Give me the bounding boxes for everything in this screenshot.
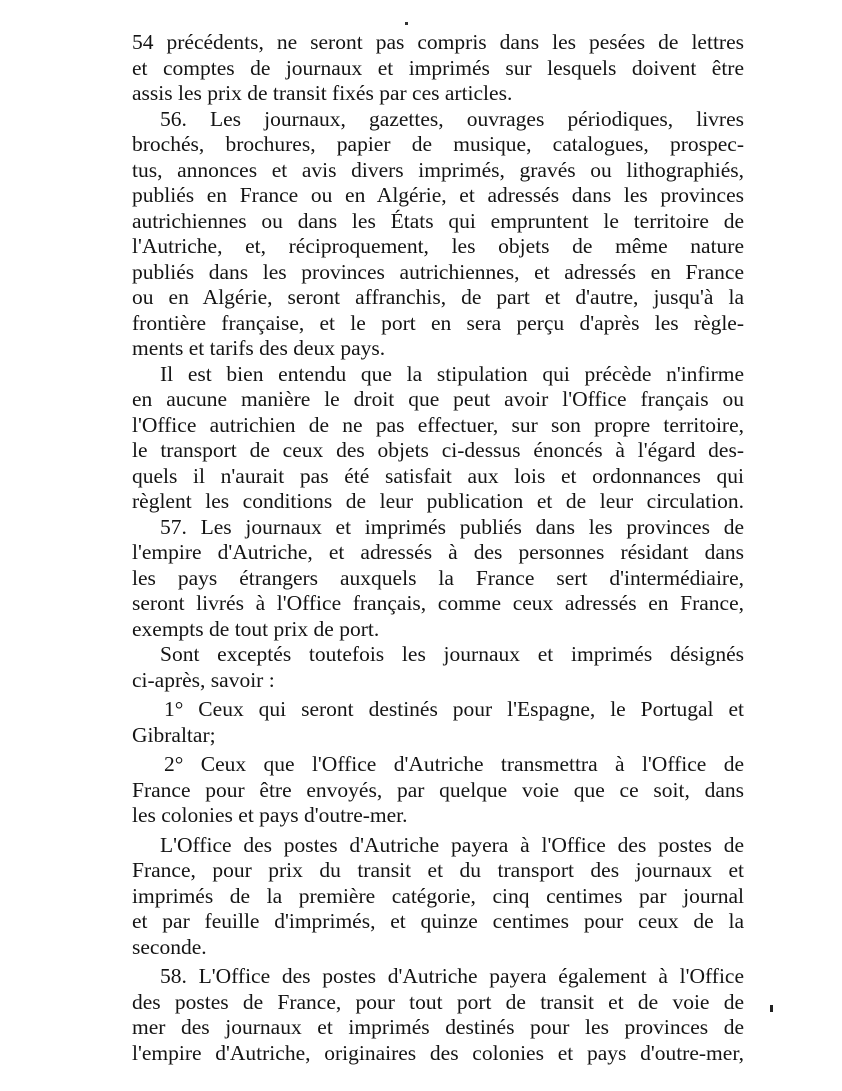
text-line: l'Autriche, et, réciproquement, les objets de même nature bbox=[132, 234, 744, 258]
text-line: Il est bien entendu que la stipulation qui précède n'infirme bbox=[160, 361, 744, 386]
text-line: tus, annonces et avis divers imprimés, gravés ou lithographiés, bbox=[132, 157, 744, 182]
text-line: autrichiennes ou dans les États qui empruntent le territoire de bbox=[132, 208, 744, 233]
text-line: le transport de ceux des objets ci-dessus énoncés à l'égard des- bbox=[132, 438, 744, 462]
text-line: seront livrés à l'Office français, comme ceux adressés en France, bbox=[132, 591, 744, 615]
text-line: et comptes de journaux et imprimés sur lesquels doivent être bbox=[132, 55, 744, 80]
text-line: L'Office des postes d'Autriche payera à l'Office des postes de bbox=[160, 832, 744, 857]
text-line: 57. Les journaux et imprimés publiés dans les provinces de bbox=[160, 514, 744, 539]
text-line: ments et tarifs des deux pays. bbox=[132, 336, 386, 360]
text-line: l'empire d'Autriche, et adressés à des personnes résidant dans bbox=[132, 540, 744, 564]
text-line: l'empire d'Autriche, originaires des colonies et pays d'outre-mer, bbox=[132, 1040, 744, 1065]
text-line: brochés, brochures, papier de musique, catalogues, prospec- bbox=[132, 132, 744, 156]
text-line: les colonies et pays d'outre-mer. bbox=[132, 803, 408, 827]
text-line: ou en Algérie, seront affranchis, de part et d'autre, jusqu'à la bbox=[132, 285, 744, 309]
text-line: 1° Ceux qui seront destinés pour l'Espagne, le Portugal et bbox=[164, 697, 744, 721]
text-line: France pour être envoyés, par quelque voie que ce soit, dans bbox=[132, 777, 744, 802]
text-line: et par feuille d'imprimés, et quinze centimes pour ceux de la bbox=[132, 909, 744, 933]
text-line: seconde. bbox=[132, 934, 207, 959]
text-line: publiés dans les provinces autrichiennes, et adressés en France bbox=[132, 259, 744, 284]
text-line: ci-après, savoir : bbox=[132, 667, 275, 692]
text-line: l'Office autrichien de ne pas effectuer, sur son propre territoire, bbox=[132, 412, 744, 437]
text-line: 54 précédents, ne seront pas compris dans les pesées de lettres bbox=[132, 30, 744, 54]
text-line: en aucune manière le droit que peut avoir l'Office français ou bbox=[132, 387, 744, 411]
text-line: règlent les conditions de leur publication et de leur circulation. bbox=[132, 489, 744, 513]
printer-dot-mark bbox=[405, 22, 408, 25]
document-page bbox=[132, 30, 744, 1066]
text-line: 2° Ceux que l'Office d'Autriche transmettra à l'Office de bbox=[164, 752, 744, 776]
text-line: France, pour prix du transit et du transport des journaux et bbox=[132, 858, 744, 882]
text-line: assis les prix de transit fixés par ces articles. bbox=[132, 81, 513, 105]
text-line: mer des journaux et imprimés destinés pour les provinces de bbox=[132, 1015, 744, 1039]
text-line: Gibraltar; bbox=[132, 722, 216, 747]
text-line: 56. Les journaux, gazettes, ouvrages périodiques, livres bbox=[160, 106, 744, 131]
text-line: des postes de France, pour tout port de transit et de voie de bbox=[132, 989, 744, 1014]
text-line: imprimés de la première catégorie, cinq centimes par journal bbox=[132, 883, 744, 908]
text-line: quels il n'aurait pas été satisfait aux lois et ordonnances qui bbox=[132, 463, 744, 488]
text-line: publiés en France ou en Algérie, et adressés dans les provinces bbox=[132, 183, 744, 207]
text-line: frontière française, et le port en sera perçu d'après les règle- bbox=[132, 310, 744, 335]
margin-mark bbox=[770, 1005, 773, 1012]
text-line: 58. L'Office des postes d'Autriche payera également à l'Office bbox=[160, 964, 744, 988]
text-line: Sont exceptés toutefois les journaux et imprimés désignés bbox=[160, 642, 744, 666]
text-line: exempts de tout prix de port. bbox=[132, 616, 380, 641]
text-line: les pays étrangers auxquels la France sert d'intermédiaire, bbox=[132, 565, 744, 590]
